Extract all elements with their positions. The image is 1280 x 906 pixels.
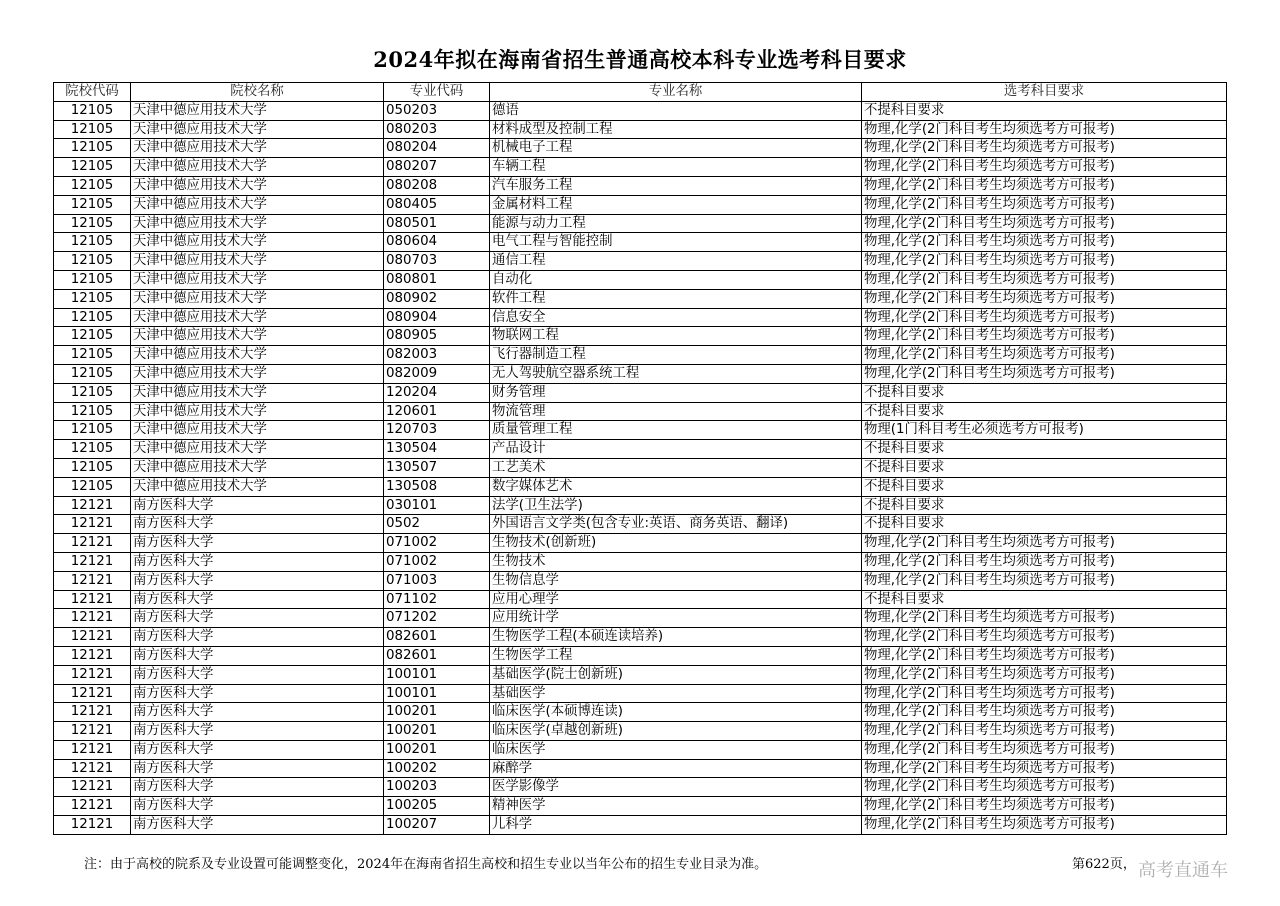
cell-major-code: 082003 <box>384 346 490 365</box>
cell-subject-requirement: 不提科目要求 <box>862 458 1227 477</box>
table-row <box>54 327 1227 346</box>
cell-major-name: 物联网工程 <box>490 327 862 346</box>
cell-major-code: 080203 <box>384 120 490 139</box>
cell-school-code: 12121 <box>54 609 131 628</box>
cell-subject-requirement: 物理,化学(2门科目考生均须选考方可报考) <box>862 120 1227 139</box>
cell-major-code: 071102 <box>384 590 490 609</box>
cell-school-name: 天津中德应用技术大学 <box>131 139 384 158</box>
table-row <box>54 552 1227 571</box>
cell-subject-requirement: 不提科目要求 <box>862 402 1227 421</box>
cell-school-code: 12121 <box>54 590 131 609</box>
cell-major-name: 应用统计学 <box>490 609 862 628</box>
cell-subject-requirement: 物理,化学(2门科目考生均须选考方可报考) <box>862 308 1227 327</box>
cell-school-name: 天津中德应用技术大学 <box>131 327 384 346</box>
cell-school-name: 天津中德应用技术大学 <box>131 364 384 383</box>
cell-school-code: 12105 <box>54 120 131 139</box>
cell-school-code: 12105 <box>54 364 131 383</box>
table-row <box>54 628 1227 647</box>
cell-major-name: 质量管理工程 <box>490 421 862 440</box>
table-row <box>54 740 1227 759</box>
cell-school-code: 12121 <box>54 665 131 684</box>
cell-school-code: 12105 <box>54 346 131 365</box>
cell-major-code: 080703 <box>384 252 490 271</box>
cell-school-name: 天津中德应用技术大学 <box>131 346 384 365</box>
cell-major-code: 080501 <box>384 214 490 233</box>
table-row <box>54 816 1227 835</box>
page-number: 第622页， <box>1072 857 1136 872</box>
cell-school-name: 南方医科大学 <box>131 816 384 835</box>
cell-subject-requirement: 物理,化学(2门科目考生均须选考方可报考) <box>862 778 1227 797</box>
table-row <box>54 534 1227 553</box>
cell-major-code: 130507 <box>384 458 490 477</box>
cell-school-name: 天津中德应用技术大学 <box>131 421 384 440</box>
cell-major-name: 生物信息学 <box>490 571 862 590</box>
header-school-name: 院校名称 <box>131 83 384 102</box>
cell-major-code: 120703 <box>384 421 490 440</box>
cell-major-code: 080905 <box>384 327 490 346</box>
table-row <box>54 383 1227 402</box>
cell-subject-requirement: 物理,化学(2门科目考生均须选考方可报考) <box>862 646 1227 665</box>
cell-major-code: 080204 <box>384 139 490 158</box>
table-row <box>54 252 1227 271</box>
cell-major-code: 071202 <box>384 609 490 628</box>
cell-major-code: 100101 <box>384 684 490 703</box>
table-body <box>54 101 1227 834</box>
cell-school-code: 12105 <box>54 139 131 158</box>
table-row <box>54 759 1227 778</box>
cell-school-name: 南方医科大学 <box>131 515 384 534</box>
cell-subject-requirement: 物理,化学(2门科目考生均须选考方可报考) <box>862 233 1227 252</box>
cell-school-name: 天津中德应用技术大学 <box>131 214 384 233</box>
cell-school-name: 天津中德应用技术大学 <box>131 308 384 327</box>
cell-major-code: 082601 <box>384 646 490 665</box>
cell-school-code: 12121 <box>54 703 131 722</box>
cell-major-name: 临床医学(卓越创新班) <box>490 722 862 741</box>
watermark: 高考直通车 <box>1138 860 1228 881</box>
cell-school-name: 南方医科大学 <box>131 665 384 684</box>
cell-school-name: 天津中德应用技术大学 <box>131 158 384 177</box>
cell-school-name: 天津中德应用技术大学 <box>131 120 384 139</box>
cell-school-code: 12105 <box>54 458 131 477</box>
cell-school-name: 南方医科大学 <box>131 628 384 647</box>
cell-major-name: 物流管理 <box>490 402 862 421</box>
cell-school-name: 南方医科大学 <box>131 778 384 797</box>
table-row <box>54 778 1227 797</box>
cell-subject-requirement: 物理,化学(2门科目考生均须选考方可报考) <box>862 364 1227 383</box>
cell-subject-requirement: 物理,化学(2门科目考生均须选考方可报考) <box>862 703 1227 722</box>
cell-major-name: 机械电子工程 <box>490 139 862 158</box>
cell-school-name: 天津中德应用技术大学 <box>131 440 384 459</box>
cell-major-code: 071002 <box>384 552 490 571</box>
cell-subject-requirement: 物理,化学(2门科目考生均须选考方可报考) <box>862 289 1227 308</box>
cell-subject-requirement: 物理,化学(2门科目考生均须选考方可报考) <box>862 759 1227 778</box>
table-row <box>54 458 1227 477</box>
cell-major-name: 生物医学工程 <box>490 646 862 665</box>
cell-school-code: 12121 <box>54 515 131 534</box>
cell-major-name: 无人驾驶航空器系统工程 <box>490 364 862 383</box>
cell-school-name: 南方医科大学 <box>131 684 384 703</box>
cell-school-name: 南方医科大学 <box>131 740 384 759</box>
header-major-name: 专业名称 <box>490 83 862 102</box>
cell-subject-requirement: 物理,化学(2门科目考生均须选考方可报考) <box>862 665 1227 684</box>
cell-major-code: 030101 <box>384 496 490 515</box>
cell-major-name: 金属材料工程 <box>490 195 862 214</box>
cell-subject-requirement: 不提科目要求 <box>862 383 1227 402</box>
cell-major-name: 车辆工程 <box>490 158 862 177</box>
cell-major-name: 德语 <box>490 101 862 120</box>
cell-major-code: 100101 <box>384 665 490 684</box>
cell-major-code: 120601 <box>384 402 490 421</box>
cell-school-code: 12105 <box>54 270 131 289</box>
cell-subject-requirement: 物理(1门科目考生必须选考方可报考) <box>862 421 1227 440</box>
table-row <box>54 797 1227 816</box>
cell-major-name: 基础医学(院士创新班) <box>490 665 862 684</box>
table-row <box>54 158 1227 177</box>
cell-subject-requirement: 不提科目要求 <box>862 590 1227 609</box>
cell-school-code: 12105 <box>54 327 131 346</box>
cell-school-name: 天津中德应用技术大学 <box>131 402 384 421</box>
cell-school-code: 12121 <box>54 496 131 515</box>
cell-school-code: 12105 <box>54 421 131 440</box>
cell-school-name: 南方医科大学 <box>131 759 384 778</box>
cell-subject-requirement: 物理,化学(2门科目考生均须选考方可报考) <box>862 722 1227 741</box>
table-row <box>54 722 1227 741</box>
cell-school-code: 12121 <box>54 571 131 590</box>
table-row <box>54 364 1227 383</box>
cell-subject-requirement: 物理,化学(2门科目考生均须选考方可报考) <box>862 195 1227 214</box>
cell-major-name: 软件工程 <box>490 289 862 308</box>
cell-school-name: 南方医科大学 <box>131 590 384 609</box>
cell-major-name: 临床医学(本硕博连读) <box>490 703 862 722</box>
cell-school-code: 12121 <box>54 684 131 703</box>
cell-major-code: 080207 <box>384 158 490 177</box>
cell-subject-requirement: 物理,化学(2门科目考生均须选考方可报考) <box>862 628 1227 647</box>
cell-major-name: 信息安全 <box>490 308 862 327</box>
cell-school-code: 12105 <box>54 101 131 120</box>
cell-major-name: 生物医学工程(本硕连读培养) <box>490 628 862 647</box>
requirements-table <box>53 82 1227 835</box>
table-row <box>54 346 1227 365</box>
cell-major-name: 麻醉学 <box>490 759 862 778</box>
cell-subject-requirement: 物理,化学(2门科目考生均须选考方可报考) <box>862 571 1227 590</box>
cell-subject-requirement: 不提科目要求 <box>862 101 1227 120</box>
cell-major-code: 071002 <box>384 534 490 553</box>
cell-school-code: 12105 <box>54 252 131 271</box>
table-row <box>54 703 1227 722</box>
cell-school-code: 12105 <box>54 402 131 421</box>
cell-subject-requirement: 物理,化学(2门科目考生均须选考方可报考) <box>862 346 1227 365</box>
cell-major-name: 临床医学 <box>490 740 862 759</box>
cell-school-name: 天津中德应用技术大学 <box>131 101 384 120</box>
page-title: 2024年拟在海南省招生普通高校本科专业选考科目要求 <box>373 47 907 72</box>
header-school-code: 院校代码 <box>54 83 131 102</box>
table-row <box>54 402 1227 421</box>
cell-school-code: 12105 <box>54 195 131 214</box>
cell-major-name: 数字媒体艺术 <box>490 477 862 496</box>
cell-school-code: 12105 <box>54 176 131 195</box>
cell-school-name: 天津中德应用技术大学 <box>131 477 384 496</box>
table-row <box>54 684 1227 703</box>
cell-subject-requirement: 不提科目要求 <box>862 515 1227 534</box>
cell-major-name: 电气工程与智能控制 <box>490 233 862 252</box>
header-major-code: 专业代码 <box>384 83 490 102</box>
table-row <box>54 120 1227 139</box>
cell-school-code: 12121 <box>54 628 131 647</box>
table-row <box>54 665 1227 684</box>
cell-major-code: 120204 <box>384 383 490 402</box>
table-row <box>54 195 1227 214</box>
table-row <box>54 496 1227 515</box>
cell-major-name: 工艺美术 <box>490 458 862 477</box>
cell-major-name: 儿科学 <box>490 816 862 835</box>
cell-school-code: 12105 <box>54 289 131 308</box>
cell-major-code: 050203 <box>384 101 490 120</box>
cell-major-name: 基础医学 <box>490 684 862 703</box>
cell-subject-requirement: 不提科目要求 <box>862 477 1227 496</box>
cell-subject-requirement: 不提科目要求 <box>862 496 1227 515</box>
cell-school-code: 12121 <box>54 816 131 835</box>
cell-subject-requirement: 物理,化学(2门科目考生均须选考方可报考) <box>862 252 1227 271</box>
cell-school-name: 南方医科大学 <box>131 534 384 553</box>
table-row <box>54 515 1227 534</box>
cell-major-code: 100203 <box>384 778 490 797</box>
cell-major-code: 071003 <box>384 571 490 590</box>
cell-major-code: 100207 <box>384 816 490 835</box>
table-row <box>54 421 1227 440</box>
cell-major-name: 财务管理 <box>490 383 862 402</box>
cell-major-name: 汽车服务工程 <box>490 176 862 195</box>
cell-major-code: 130504 <box>384 440 490 459</box>
cell-school-code: 12121 <box>54 722 131 741</box>
cell-school-name: 天津中德应用技术大学 <box>131 270 384 289</box>
cell-school-code: 12105 <box>54 233 131 252</box>
table-row <box>54 609 1227 628</box>
table-row <box>54 590 1227 609</box>
cell-major-code: 082009 <box>384 364 490 383</box>
cell-major-code: 080208 <box>384 176 490 195</box>
cell-major-name: 材料成型及控制工程 <box>490 120 862 139</box>
cell-major-name: 通信工程 <box>490 252 862 271</box>
cell-school-name: 天津中德应用技术大学 <box>131 233 384 252</box>
cell-major-code: 0502 <box>384 515 490 534</box>
cell-major-code: 080904 <box>384 308 490 327</box>
cell-major-code: 100205 <box>384 797 490 816</box>
cell-subject-requirement: 物理,化学(2门科目考生均须选考方可报考) <box>862 139 1227 158</box>
cell-subject-requirement: 物理,化学(2门科目考生均须选考方可报考) <box>862 552 1227 571</box>
cell-major-code: 100201 <box>384 703 490 722</box>
cell-subject-requirement: 物理,化学(2门科目考生均须选考方可报考) <box>862 740 1227 759</box>
cell-major-name: 自动化 <box>490 270 862 289</box>
cell-school-name: 天津中德应用技术大学 <box>131 289 384 308</box>
cell-school-name: 南方医科大学 <box>131 646 384 665</box>
cell-subject-requirement: 不提科目要求 <box>862 440 1227 459</box>
cell-school-name: 南方医科大学 <box>131 552 384 571</box>
cell-major-code: 080902 <box>384 289 490 308</box>
cell-major-code: 080801 <box>384 270 490 289</box>
cell-school-code: 12121 <box>54 797 131 816</box>
cell-major-name: 精神医学 <box>490 797 862 816</box>
cell-school-code: 12105 <box>54 477 131 496</box>
cell-school-code: 12121 <box>54 740 131 759</box>
cell-school-name: 天津中德应用技术大学 <box>131 252 384 271</box>
cell-subject-requirement: 物理,化学(2门科目考生均须选考方可报考) <box>862 816 1227 835</box>
table-row <box>54 440 1227 459</box>
cell-subject-requirement: 物理,化学(2门科目考生均须选考方可报考) <box>862 534 1227 553</box>
table-row <box>54 101 1227 120</box>
cell-school-name: 南方医科大学 <box>131 571 384 590</box>
cell-major-name: 产品设计 <box>490 440 862 459</box>
cell-subject-requirement: 物理,化学(2门科目考生均须选考方可报考) <box>862 797 1227 816</box>
table-header-row <box>54 83 1227 102</box>
cell-school-name: 天津中德应用技术大学 <box>131 458 384 477</box>
header-subject-requirement: 选考科目要求 <box>862 83 1227 102</box>
cell-school-code: 12121 <box>54 646 131 665</box>
cell-major-code: 100201 <box>384 740 490 759</box>
table-row <box>54 139 1227 158</box>
cell-school-name: 南方医科大学 <box>131 797 384 816</box>
cell-major-code: 100202 <box>384 759 490 778</box>
cell-school-name: 天津中德应用技术大学 <box>131 195 384 214</box>
cell-school-code: 12121 <box>54 534 131 553</box>
cell-major-name: 飞行器制造工程 <box>490 346 862 365</box>
cell-school-name: 南方医科大学 <box>131 496 384 515</box>
cell-school-code: 12121 <box>54 552 131 571</box>
cell-school-name: 南方医科大学 <box>131 609 384 628</box>
cell-school-code: 12105 <box>54 158 131 177</box>
table-row <box>54 176 1227 195</box>
table-row <box>54 646 1227 665</box>
cell-school-code: 12121 <box>54 778 131 797</box>
cell-school-name: 天津中德应用技术大学 <box>131 176 384 195</box>
cell-subject-requirement: 物理,化学(2门科目考生均须选考方可报考) <box>862 158 1227 177</box>
table-row <box>54 214 1227 233</box>
cell-school-code: 12105 <box>54 214 131 233</box>
cell-school-name: 南方医科大学 <box>131 703 384 722</box>
cell-major-code: 130508 <box>384 477 490 496</box>
cell-major-name: 生物技术 <box>490 552 862 571</box>
table-row <box>54 233 1227 252</box>
cell-school-code: 12121 <box>54 759 131 778</box>
cell-subject-requirement: 物理,化学(2门科目考生均须选考方可报考) <box>862 270 1227 289</box>
cell-major-code: 080405 <box>384 195 490 214</box>
cell-subject-requirement: 物理,化学(2门科目考生均须选考方可报考) <box>862 684 1227 703</box>
cell-school-name: 天津中德应用技术大学 <box>131 383 384 402</box>
cell-major-code: 080604 <box>384 233 490 252</box>
cell-school-code: 12105 <box>54 440 131 459</box>
cell-major-name: 应用心理学 <box>490 590 862 609</box>
table-row <box>54 289 1227 308</box>
cell-major-code: 100201 <box>384 722 490 741</box>
cell-major-code: 082601 <box>384 628 490 647</box>
cell-major-name: 生物技术(创新班) <box>490 534 862 553</box>
cell-school-name: 南方医科大学 <box>131 722 384 741</box>
cell-major-name: 外国语言文学类(包含专业:英语、商务英语、翻译) <box>490 515 862 534</box>
table-row <box>54 308 1227 327</box>
cell-subject-requirement: 物理,化学(2门科目考生均须选考方可报考) <box>862 214 1227 233</box>
footer-note: 注：由于高校的院系及专业设置可能调整变化，2024年在海南省招生高校和招生专业以当年公布的招生专业目录为准。 <box>84 857 768 872</box>
table-row <box>54 571 1227 590</box>
cell-subject-requirement: 物理,化学(2门科目考生均须选考方可报考) <box>862 609 1227 628</box>
cell-major-name: 能源与动力工程 <box>490 214 862 233</box>
cell-major-name: 医学影像学 <box>490 778 862 797</box>
table-row <box>54 270 1227 289</box>
cell-school-code: 12105 <box>54 308 131 327</box>
cell-school-code: 12105 <box>54 383 131 402</box>
cell-subject-requirement: 物理,化学(2门科目考生均须选考方可报考) <box>862 176 1227 195</box>
cell-major-name: 法学(卫生法学) <box>490 496 862 515</box>
table-row <box>54 477 1227 496</box>
cell-subject-requirement: 物理,化学(2门科目考生均须选考方可报考) <box>862 327 1227 346</box>
